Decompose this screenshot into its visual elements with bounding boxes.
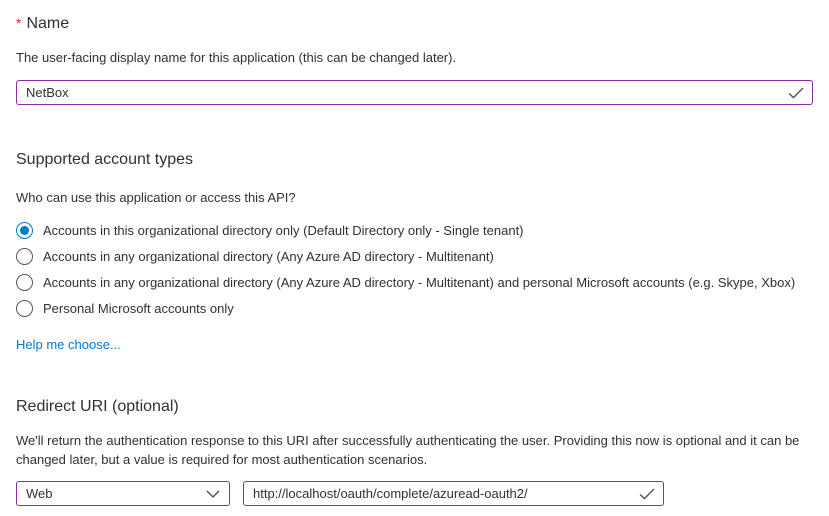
help-me-choose-link[interactable]: Help me choose...	[16, 337, 121, 352]
radio-button-icon[interactable]	[16, 222, 33, 239]
radio-option-personal-only[interactable]	[16, 295, 813, 321]
account-types-section	[16, 149, 813, 354]
redirect-uri-section	[16, 396, 813, 506]
redirect-uri-input[interactable]	[243, 481, 664, 506]
radio-option-label: Personal Microsoft accounts only	[43, 300, 234, 316]
required-asterisk: *	[16, 15, 22, 31]
platform-select-value: Web	[26, 486, 53, 501]
radio-option-label: Accounts in any organizational directory (Any Azure AD directory - Multitenant)	[43, 248, 494, 264]
account-types-question: Who can use this application or access this API?	[16, 190, 296, 205]
redirect-uri-description: We'll return the authentication response to this URI after successfully authenticating the user. Providing this now is optional and it can be changed later, but a value is required for most authentication scenarios.	[16, 433, 800, 467]
checkmark-icon	[639, 488, 655, 500]
radio-option-multitenant-personal[interactable]	[16, 269, 813, 295]
name-input-wrap	[16, 80, 813, 105]
radio-option-label: Accounts in any organizational directory (Any Azure AD directory - Multitenant) and personal Microsoft accounts (e.g. Skype, Xbox)	[43, 274, 796, 290]
checkmark-icon	[788, 87, 804, 99]
radio-button-icon[interactable]	[16, 248, 33, 265]
radio-option-single-tenant[interactable]	[16, 217, 813, 243]
name-description: The user-facing display name for this application (this can be changed later).	[16, 50, 457, 65]
radio-button-icon[interactable]	[16, 300, 33, 317]
name-title-text: Name	[26, 15, 70, 32]
account-types-radio-group	[16, 217, 813, 321]
account-types-title: Supported account types	[16, 151, 194, 168]
name-section-title	[16, 12, 813, 35]
radio-option-label: Accounts in this organizational directory only (Default Directory only - Single tenant)	[43, 222, 524, 238]
radio-button-icon[interactable]	[16, 274, 33, 291]
radio-option-multitenant[interactable]	[16, 243, 813, 269]
platform-select-dropdown[interactable]	[16, 481, 230, 506]
redirect-uri-input-wrap	[243, 481, 664, 506]
name-section	[16, 12, 813, 105]
redirect-uri-title: Redirect URI (optional)	[16, 398, 179, 415]
chevron-down-icon	[206, 490, 220, 498]
name-input[interactable]	[16, 80, 813, 105]
redirect-uri-controls	[16, 481, 813, 506]
